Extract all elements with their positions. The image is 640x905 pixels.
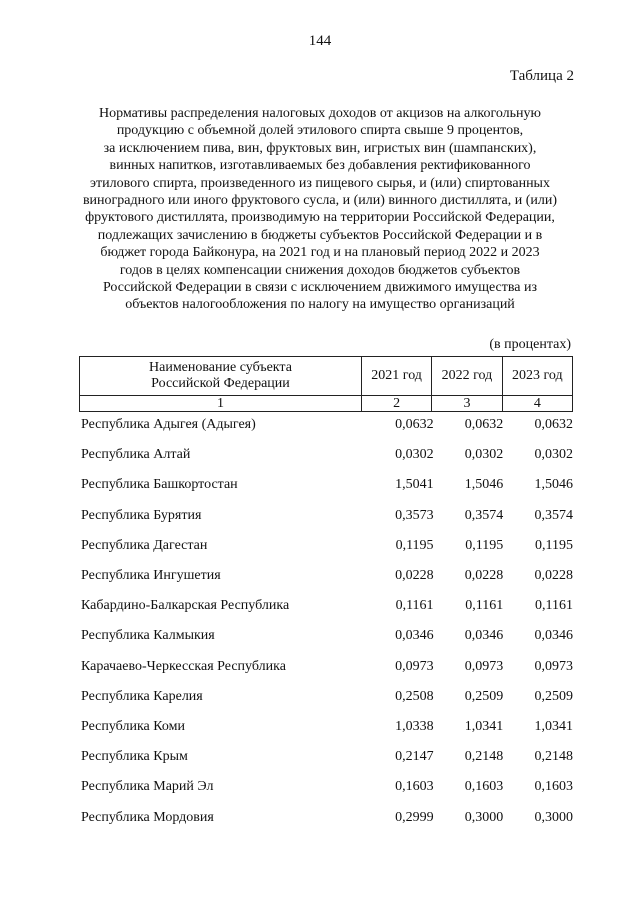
value-2022: 0,1603 (464, 779, 504, 795)
value-2023: 0,0302 (534, 447, 573, 463)
value-2023: 0,3574 (534, 507, 573, 523)
value-2023: 0,0346 (534, 628, 573, 644)
table-row (79, 802, 573, 832)
value-2023: 0,1161 (535, 598, 573, 614)
table-row (79, 410, 573, 440)
region-name: Республика Дагестан (81, 537, 208, 553)
table-row (79, 470, 573, 500)
column-header-name (80, 357, 362, 396)
table-row (79, 742, 573, 772)
value-2022: 0,3000 (464, 809, 504, 825)
value-2022: 0,1161 (465, 598, 504, 614)
region-name: Республика Башкортостан (81, 477, 238, 493)
value-2022: 0,0346 (464, 628, 504, 644)
column-number: 1 (80, 396, 362, 412)
table-row (79, 712, 573, 742)
document-title (70, 105, 570, 314)
region-name: Республика Марий Эл (81, 779, 214, 795)
value-2023: 1,5046 (534, 477, 573, 493)
region-name: Республика Карелия (81, 688, 203, 704)
value-2022: 1,5046 (464, 477, 504, 493)
column-header-2021: 2021 год (361, 357, 431, 396)
title-line: этилового спирта, произведенного из пищевого сырья, и (или) спиртованных (90, 175, 550, 191)
table-row (79, 621, 573, 651)
value-2022: 0,0632 (464, 417, 504, 433)
title-line: Российской Федерации в связи с исключением движимого имущества из (102, 280, 538, 296)
column-header-name-line2: Российской Федерации (151, 376, 290, 391)
column-number: 3 (432, 396, 502, 412)
value-2021: 0,0228 (395, 568, 434, 584)
value-2021: 0,1161 (395, 598, 434, 614)
value-2021: 0,3573 (395, 507, 434, 523)
value-2021: 0,0302 (395, 447, 434, 463)
region-name: Республика Калмыкия (81, 628, 215, 644)
value-2023: 0,2148 (534, 749, 573, 765)
table-row (79, 501, 573, 531)
table-header (79, 356, 573, 412)
region-name: Республика Бурятия (81, 507, 202, 523)
value-2022: 0,0973 (464, 658, 504, 674)
title-line: объектов налогообложения по налогу на имущество организаций (125, 297, 515, 313)
value-2023: 0,0632 (534, 417, 573, 433)
title-line: бюджет города Байконура, на 2021 год и на плановый период 2022 и 2023 (100, 245, 540, 261)
table-row (79, 772, 573, 802)
region-name: Республика Ингушетия (81, 568, 221, 584)
title-line: Нормативы распределения налоговых доходов от акцизов на алкогольную (99, 106, 541, 121)
value-2023: 0,0973 (534, 658, 573, 674)
value-2021: 0,2147 (395, 749, 434, 765)
value-2023: 0,1603 (534, 779, 573, 795)
page-number: 144 (308, 33, 332, 49)
value-2023: 0,3000 (534, 809, 573, 825)
value-2021: 0,1603 (395, 779, 434, 795)
value-2021: 1,0338 (395, 718, 434, 734)
title-line: подлежащих зачислению в бюджеты субъектов Российской Федерации и в (97, 227, 543, 243)
title-line: виноградного или иного фруктового сусла, и (или) винного дистиллята, и (или) (82, 193, 558, 209)
title-line: фруктового дистиллята, производимую на территории Российской Федерации, (85, 210, 555, 226)
region-name: Республика Коми (81, 718, 185, 734)
table-body (79, 410, 573, 833)
region-name: Республика Крым (81, 749, 188, 765)
value-2021: 0,0346 (395, 628, 434, 644)
table-row (79, 561, 573, 591)
title-line: годов в целях компенсации снижения доходов бюджетов субъектов (119, 262, 521, 278)
table-row (79, 652, 573, 682)
value-2023: 0,1195 (535, 537, 573, 553)
value-2021: 0,1195 (395, 537, 434, 553)
region-name: Карачаево-Черкесская Республика (81, 658, 286, 674)
value-2021: 0,2508 (395, 688, 434, 704)
region-name: Кабардино-Балкарская Республика (81, 598, 290, 614)
title-line: продукцию с объемной долей этилового спирта свыше 9 процентов, (116, 123, 524, 139)
value-2022: 0,1195 (465, 537, 504, 553)
value-2023: 0,2509 (534, 688, 573, 704)
table-row (79, 682, 573, 712)
table-label: Таблица 2 (509, 68, 574, 84)
table-row (79, 531, 573, 561)
column-header-name-line1: Наименование субъекта (149, 360, 292, 375)
column-number: 4 (502, 396, 572, 412)
value-2022: 0,2148 (464, 749, 504, 765)
title-line: винных напитков, изготавливаемых без добавления ректификованного (109, 158, 531, 174)
value-2022: 0,0302 (464, 447, 504, 463)
column-number: 2 (361, 396, 431, 412)
value-2023: 0,0228 (534, 568, 573, 584)
region-name: Республика Алтай (81, 447, 191, 463)
region-name: Республика Адыгея (Адыгея) (81, 417, 256, 433)
column-header-2022: 2022 год (432, 357, 502, 396)
column-header-2023: 2023 год (502, 357, 572, 396)
value-2022: 0,2509 (464, 688, 504, 704)
table-row (79, 591, 573, 621)
value-2023: 1,0341 (534, 718, 573, 734)
region-name: Республика Мордовия (81, 809, 214, 825)
value-2021: 0,0973 (395, 658, 434, 674)
value-2021: 0,2999 (395, 809, 434, 825)
value-2022: 0,0228 (464, 568, 504, 584)
title-line: за исключением пива, вин, фруктовых вин, игристых вин (шампанских), (103, 140, 537, 156)
value-2021: 1,5041 (395, 477, 434, 493)
units-note: (в процентах) (489, 337, 571, 352)
value-2021: 0,0632 (395, 417, 434, 433)
table-row (79, 440, 573, 470)
value-2022: 0,3574 (464, 507, 504, 523)
value-2022: 1,0341 (464, 718, 504, 734)
